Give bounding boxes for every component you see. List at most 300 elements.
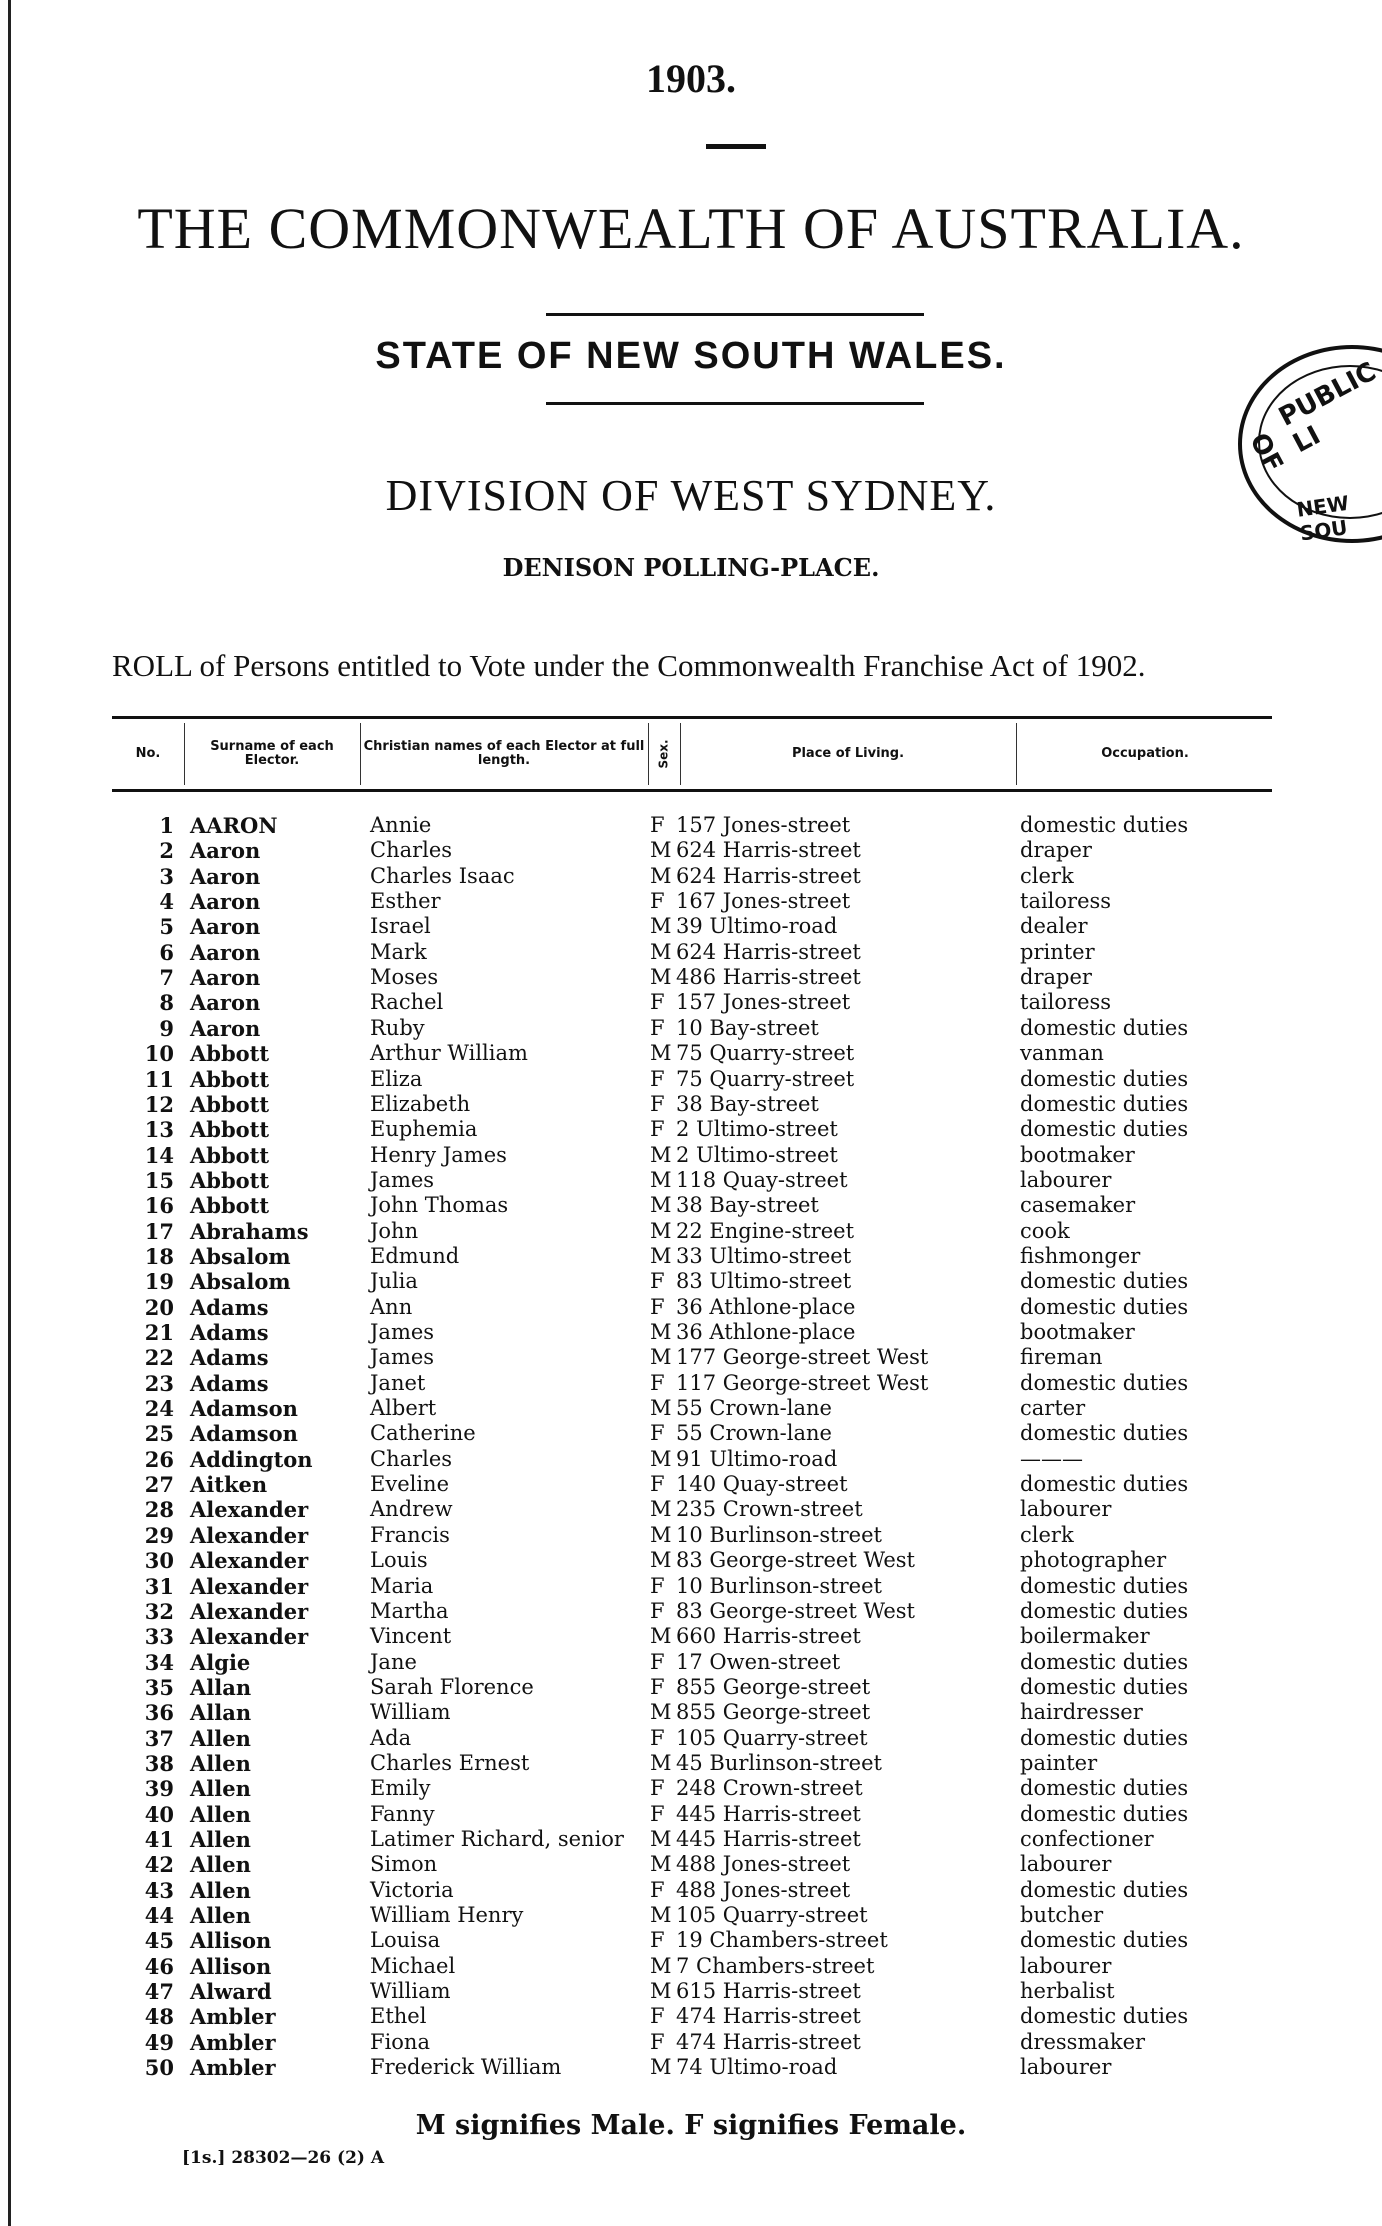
christian-names-cell: Louisa bbox=[370, 1928, 441, 1953]
table-row bbox=[0, 1143, 1382, 1168]
christian-names-cell: Charles bbox=[370, 838, 453, 863]
place-of-living-cell: 83 Ultimo-street bbox=[676, 1269, 852, 1294]
place-of-living-cell: 74 Ultimo-road bbox=[676, 2055, 838, 2080]
roll-heading: ROLL of Persons entitled to Vote under the Commonwealth Franchise Act of 1902. bbox=[112, 648, 1146, 683]
table-row bbox=[0, 2055, 1382, 2080]
place-of-living-cell: 445 Harris-street bbox=[676, 1801, 861, 1826]
row-number: 18 bbox=[144, 1243, 174, 1269]
sex-cell: M bbox=[650, 939, 672, 964]
occupation-cell: domestic duties bbox=[1020, 1117, 1189, 1142]
christian-names-cell: James bbox=[370, 1320, 435, 1344]
surname-cell: Alexander bbox=[190, 1598, 309, 1624]
header-christian-names: Christian names of each Elector at full length. bbox=[363, 739, 645, 768]
table-row bbox=[0, 1193, 1382, 1218]
place-of-living-cell: 855 George-street bbox=[676, 1700, 871, 1725]
occupation-cell: dealer bbox=[1020, 914, 1088, 939]
table-header bbox=[112, 716, 1272, 792]
place-of-living-cell: 235 Crown-street bbox=[676, 1497, 863, 1522]
table-row bbox=[0, 1396, 1382, 1421]
table-row bbox=[0, 1016, 1382, 1041]
place-of-living-cell: 2 Ultimo-street bbox=[676, 1142, 838, 1167]
occupation-cell: printer bbox=[1020, 939, 1095, 964]
table-row bbox=[0, 1548, 1382, 1573]
header-separator bbox=[648, 723, 649, 785]
row-number: 10 bbox=[144, 1041, 174, 1067]
sex-cell: F bbox=[650, 1421, 665, 1446]
christian-names-cell: Moses bbox=[370, 965, 439, 990]
sex-cell: M bbox=[650, 1827, 672, 1851]
place-of-living-cell: 474 Harris-street bbox=[676, 2004, 861, 2029]
sex-cell: M bbox=[650, 1243, 672, 1268]
sex-cell: F bbox=[650, 990, 665, 1015]
table-row bbox=[0, 1954, 1382, 1979]
row-number: 47 bbox=[144, 1979, 174, 2005]
place-of-living-cell: 624 Harris-street bbox=[676, 838, 861, 863]
christian-names-cell: Fiona bbox=[370, 2029, 430, 2054]
sex-cell: M bbox=[650, 863, 672, 888]
table-row bbox=[0, 2004, 1382, 2029]
stamp-text-bottom: NEW SOU bbox=[1295, 490, 1351, 546]
header-occupation: Occupation. bbox=[1101, 746, 1189, 761]
place-of-living-cell: 39 Ultimo-road bbox=[676, 914, 838, 939]
table-row bbox=[0, 2030, 1382, 2055]
surname-cell: Allen bbox=[190, 1750, 251, 1776]
table-row bbox=[0, 914, 1382, 939]
table-row bbox=[0, 940, 1382, 965]
row-number: 6 bbox=[159, 939, 174, 965]
row-number: 19 bbox=[144, 1269, 174, 1295]
christian-names-cell: Latimer Richard, senior bbox=[370, 1827, 624, 1851]
row-number: 50 bbox=[144, 2055, 174, 2081]
surname-cell: Abbott bbox=[190, 1193, 270, 1219]
row-number: 17 bbox=[144, 1218, 174, 1244]
year-heading: 1903. bbox=[646, 56, 736, 101]
christian-names-cell: Jane bbox=[370, 1649, 417, 1674]
occupation-cell: domestic duties bbox=[1020, 1674, 1189, 1699]
sex-cell: M bbox=[650, 1750, 672, 1775]
occupation-cell: draper bbox=[1020, 838, 1092, 863]
occupation-cell: fireman bbox=[1020, 1345, 1103, 1370]
christian-names-cell: Annie bbox=[370, 813, 432, 837]
row-number: 49 bbox=[144, 2029, 174, 2055]
sex-cell: M bbox=[650, 1218, 672, 1243]
occupation-cell: domestic duties bbox=[1020, 1649, 1189, 1674]
sex-cell: M bbox=[650, 1041, 672, 1066]
place-of-living-cell: 55 Crown-lane bbox=[676, 1421, 832, 1446]
header-no: No. bbox=[135, 746, 161, 761]
row-number: 14 bbox=[144, 1142, 174, 1168]
table-row bbox=[0, 965, 1382, 990]
christian-names-cell: Charles Ernest bbox=[370, 1750, 530, 1775]
sex-cell: F bbox=[650, 2029, 665, 2054]
sex-cell: M bbox=[650, 1979, 672, 2004]
table-row bbox=[0, 1269, 1382, 1294]
table-row bbox=[0, 1878, 1382, 1903]
row-number: 21 bbox=[144, 1320, 174, 1345]
sex-cell: F bbox=[650, 1269, 665, 1294]
table-row bbox=[0, 1421, 1382, 1446]
occupation-cell: casemaker bbox=[1020, 1193, 1136, 1218]
christian-names-cell: Vincent bbox=[370, 1624, 452, 1649]
row-number: 35 bbox=[144, 1674, 174, 1700]
place-of-living-cell: 7 Chambers-street bbox=[676, 1953, 875, 1978]
table-row bbox=[0, 1295, 1382, 1320]
surname-cell: Adams bbox=[190, 1320, 269, 1345]
christian-names-cell: Esther bbox=[370, 889, 441, 914]
row-number: 9 bbox=[159, 1015, 174, 1041]
row-number: 29 bbox=[144, 1522, 174, 1548]
occupation-cell: tailoress bbox=[1020, 889, 1112, 914]
row-number: 4 bbox=[159, 889, 174, 915]
surname-cell: Allan bbox=[190, 1674, 252, 1700]
sex-legend: M signifies Male. F signifies Female. bbox=[415, 2110, 967, 2141]
sex-cell: M bbox=[650, 1193, 672, 1218]
sex-cell: F bbox=[650, 889, 665, 914]
row-number: 42 bbox=[144, 1852, 174, 1878]
christian-names-cell: Maria bbox=[370, 1573, 434, 1598]
table-row bbox=[0, 1574, 1382, 1599]
table-row bbox=[0, 1599, 1382, 1624]
row-number: 24 bbox=[144, 1396, 174, 1422]
sex-cell: F bbox=[650, 1598, 665, 1623]
header-sex bbox=[650, 719, 678, 789]
surname-cell: Allen bbox=[190, 1827, 251, 1852]
table-row bbox=[0, 1852, 1382, 1877]
surname-cell: Alexander bbox=[190, 1573, 309, 1599]
table-row bbox=[0, 1345, 1382, 1370]
occupation-cell: labourer bbox=[1020, 1497, 1112, 1522]
surname-cell: Alexander bbox=[190, 1497, 309, 1523]
row-number: 46 bbox=[144, 1953, 174, 1979]
occupation-cell: dressmaker bbox=[1020, 2029, 1146, 2054]
surname-cell: Abbott bbox=[190, 1066, 270, 1092]
christian-names-cell: Arthur William bbox=[370, 1041, 528, 1066]
christian-names-cell: Eveline bbox=[370, 1472, 450, 1497]
row-number: 25 bbox=[144, 1421, 174, 1447]
sex-cell: F bbox=[650, 1091, 665, 1116]
christian-names-cell: Albert bbox=[370, 1396, 437, 1421]
place-of-living-cell: 248 Crown-street bbox=[676, 1776, 863, 1801]
christian-names-cell: Elizabeth bbox=[370, 1091, 471, 1116]
occupation-cell: draper bbox=[1020, 965, 1092, 990]
row-number: 11 bbox=[144, 1066, 174, 1092]
sex-cell: F bbox=[650, 1801, 665, 1826]
occupation-cell: domestic duties bbox=[1020, 1472, 1189, 1497]
occupation-cell: clerk bbox=[1020, 863, 1074, 888]
occupation-cell: domestic duties bbox=[1020, 2004, 1189, 2029]
place-of-living-cell: 117 George-street West bbox=[676, 1370, 929, 1395]
table-row bbox=[0, 1675, 1382, 1700]
surname-cell: Alexander bbox=[190, 1624, 309, 1650]
christian-names-cell: Catherine bbox=[370, 1421, 476, 1446]
table-row bbox=[0, 1903, 1382, 1928]
occupation-cell: domestic duties bbox=[1020, 1066, 1189, 1091]
state-heading: STATE OF NEW SOUTH WALES. bbox=[375, 335, 1007, 377]
occupation-cell: painter bbox=[1020, 1750, 1098, 1775]
sex-cell: M bbox=[650, 1345, 672, 1370]
occupation-cell: domestic duties bbox=[1020, 1269, 1189, 1294]
christian-names-cell: Mark bbox=[370, 939, 427, 964]
sex-cell: F bbox=[650, 1573, 665, 1598]
print-reference: [1s.] 28302—26 (2) A bbox=[182, 2148, 385, 2168]
place-of-living-cell: 10 Burlinson-street bbox=[676, 1522, 882, 1547]
occupation-cell: domestic duties bbox=[1020, 1725, 1189, 1750]
occupation-cell: cook bbox=[1020, 1218, 1070, 1243]
sex-cell: F bbox=[650, 1015, 665, 1040]
place-of-living-cell: 75 Quarry-street bbox=[676, 1066, 855, 1091]
sex-cell: M bbox=[650, 1953, 672, 1978]
christian-names-cell: Ann bbox=[370, 1294, 413, 1319]
place-of-living-cell: 157 Jones-street bbox=[676, 990, 851, 1015]
row-number: 8 bbox=[159, 990, 174, 1016]
surname-cell: Abbott bbox=[190, 1167, 270, 1193]
sex-cell: M bbox=[650, 1142, 672, 1167]
header-separator bbox=[360, 723, 361, 785]
surname-cell: Allison bbox=[190, 1953, 272, 1979]
place-of-living-cell: 36 Athlone-place bbox=[676, 1320, 856, 1344]
christian-names-cell: Martha bbox=[370, 1598, 449, 1623]
place-of-living-cell: 33 Ultimo-street bbox=[676, 1243, 852, 1268]
table-row bbox=[0, 1219, 1382, 1244]
row-number: 43 bbox=[144, 1877, 174, 1903]
row-number: 30 bbox=[144, 1548, 174, 1574]
surname-cell: Aaron bbox=[190, 863, 261, 889]
stamp-text-top: PUBLIC LI bbox=[1274, 356, 1382, 460]
sex-cell: M bbox=[650, 1852, 672, 1877]
table-row bbox=[0, 1320, 1382, 1345]
row-number: 1 bbox=[159, 813, 174, 838]
place-of-living-cell: 38 Bay-street bbox=[676, 1091, 819, 1116]
row-number: 23 bbox=[144, 1370, 174, 1396]
header-sex-label: Sex. bbox=[657, 739, 671, 769]
sex-cell: F bbox=[650, 1725, 665, 1750]
state-rule-bottom bbox=[546, 402, 924, 405]
surname-cell: Allen bbox=[190, 1877, 251, 1903]
occupation-cell: hairdresser bbox=[1020, 1700, 1143, 1725]
place-of-living-cell: 488 Jones-street bbox=[676, 1877, 851, 1902]
surname-cell: Abbott bbox=[190, 1041, 270, 1067]
christian-names-cell: Henry James bbox=[370, 1142, 507, 1167]
place-of-living-cell: 474 Harris-street bbox=[676, 2029, 861, 2054]
occupation-cell: labourer bbox=[1020, 1167, 1112, 1192]
place-of-living-cell: 22 Engine-street bbox=[676, 1218, 855, 1243]
surname-cell: Abbott bbox=[190, 1142, 270, 1168]
row-number: 5 bbox=[159, 914, 174, 940]
sex-cell: F bbox=[650, 1472, 665, 1497]
sex-cell: M bbox=[650, 1396, 672, 1421]
table-row bbox=[0, 1802, 1382, 1827]
surname-cell: Adamson bbox=[190, 1396, 298, 1422]
row-number: 2 bbox=[159, 838, 174, 864]
christian-names-cell: Eliza bbox=[370, 1066, 423, 1091]
sex-cell: M bbox=[650, 965, 672, 990]
christian-names-cell: Janet bbox=[370, 1370, 426, 1395]
year-divider bbox=[706, 144, 766, 149]
surname-cell: Adamson bbox=[190, 1421, 298, 1447]
surname-cell: Ambler bbox=[190, 2055, 276, 2081]
table-row bbox=[0, 1244, 1382, 1269]
sex-cell: F bbox=[650, 813, 665, 837]
row-number: 22 bbox=[144, 1345, 174, 1371]
christian-names-cell: Israel bbox=[370, 914, 431, 939]
row-number: 44 bbox=[144, 1903, 174, 1929]
place-of-living-cell: 855 George-street bbox=[676, 1674, 871, 1699]
christian-names-cell: William bbox=[370, 1700, 451, 1725]
surname-cell: Ambler bbox=[190, 2029, 276, 2055]
christian-names-cell: Francis bbox=[370, 1522, 450, 1547]
place-of-living-cell: 83 George-street West bbox=[676, 1598, 915, 1623]
table-row bbox=[0, 1472, 1382, 1497]
sex-cell: M bbox=[650, 1624, 672, 1649]
table-row bbox=[0, 1624, 1382, 1649]
surname-cell: Adams bbox=[190, 1370, 269, 1396]
sex-cell: F bbox=[650, 1928, 665, 1953]
christian-names-cell: Michael bbox=[370, 1953, 456, 1978]
sex-cell: F bbox=[650, 1066, 665, 1091]
occupation-cell: clerk bbox=[1020, 1522, 1074, 1547]
state-rule-top bbox=[546, 313, 924, 316]
sex-cell: M bbox=[650, 1700, 672, 1725]
occupation-cell: herbalist bbox=[1020, 1979, 1115, 2004]
occupation-cell: vanman bbox=[1020, 1041, 1104, 1066]
surname-cell: Abbott bbox=[190, 1117, 270, 1143]
table-row bbox=[0, 1092, 1382, 1117]
sex-cell: M bbox=[650, 1320, 672, 1344]
row-number: 26 bbox=[144, 1446, 174, 1472]
sex-cell: F bbox=[650, 1370, 665, 1395]
row-number: 15 bbox=[144, 1167, 174, 1193]
christian-names-cell: Sarah Florence bbox=[370, 1674, 534, 1699]
occupation-cell: domestic duties bbox=[1020, 813, 1189, 837]
place-of-living-cell: 36 Athlone-place bbox=[676, 1294, 856, 1319]
place-of-living-cell: 624 Harris-street bbox=[676, 863, 861, 888]
place-of-living-cell: 17 Owen-street bbox=[676, 1649, 841, 1674]
surname-cell: Absalom bbox=[190, 1269, 291, 1295]
christian-names-cell: James bbox=[370, 1345, 435, 1370]
christian-names-cell: Charles Isaac bbox=[370, 863, 515, 888]
surname-cell: Aaron bbox=[190, 939, 261, 965]
sex-cell: M bbox=[650, 914, 672, 939]
table-row bbox=[0, 1168, 1382, 1193]
surname-cell: Algie bbox=[190, 1649, 251, 1675]
surname-cell: Aaron bbox=[190, 838, 261, 864]
place-of-living-cell: 118 Quay-street bbox=[676, 1167, 848, 1192]
row-number: 41 bbox=[144, 1827, 174, 1852]
sex-cell: M bbox=[650, 1548, 672, 1573]
sex-cell: M bbox=[650, 1167, 672, 1192]
table-row bbox=[0, 1067, 1382, 1092]
surname-cell: Alexander bbox=[190, 1522, 309, 1548]
place-of-living-cell: 177 George-street West bbox=[676, 1345, 929, 1370]
christian-names-cell: Edmund bbox=[370, 1243, 460, 1268]
stamp-text-left: OF bbox=[1243, 428, 1289, 478]
place-of-living-cell: 488 Jones-street bbox=[676, 1852, 851, 1877]
surname-cell: Abrahams bbox=[190, 1218, 309, 1244]
table-row bbox=[0, 1447, 1382, 1472]
christian-names-cell: Emily bbox=[370, 1776, 431, 1801]
row-number: 33 bbox=[144, 1624, 174, 1650]
row-number: 38 bbox=[144, 1750, 174, 1776]
surname-cell: Allen bbox=[190, 1776, 251, 1802]
table-row bbox=[0, 1726, 1382, 1751]
header-separator bbox=[184, 723, 185, 785]
place-of-living-cell: 624 Harris-street bbox=[676, 939, 861, 964]
sex-cell: M bbox=[650, 1497, 672, 1522]
header-place: Place of Living. bbox=[791, 746, 905, 761]
occupation-cell: domestic duties bbox=[1020, 1370, 1189, 1395]
surname-cell: Aaron bbox=[190, 1015, 261, 1041]
christian-names-cell: Ethel bbox=[370, 2004, 427, 2029]
christian-names-cell: William Henry bbox=[370, 1903, 524, 1928]
place-of-living-cell: 75 Quarry-street bbox=[676, 1041, 855, 1066]
surname-cell: Aaron bbox=[190, 914, 261, 940]
occupation-cell: tailoress bbox=[1020, 990, 1112, 1015]
table-row bbox=[0, 1041, 1382, 1066]
occupation-cell: confectioner bbox=[1020, 1827, 1154, 1851]
sex-cell: F bbox=[650, 1674, 665, 1699]
place-of-living-cell: 105 Quarry-street bbox=[676, 1903, 868, 1928]
occupation-cell: labourer bbox=[1020, 2055, 1112, 2080]
christian-names-cell: Frederick William bbox=[370, 2055, 562, 2080]
sex-cell: M bbox=[650, 2055, 672, 2080]
sex-cell: M bbox=[650, 1903, 672, 1928]
occupation-cell: domestic duties bbox=[1020, 1928, 1189, 1953]
occupation-cell: photographer bbox=[1020, 1548, 1167, 1573]
surname-cell: Absalom bbox=[190, 1243, 291, 1269]
row-number: 16 bbox=[144, 1193, 174, 1219]
row-number: 39 bbox=[144, 1776, 174, 1802]
surname-cell: Allen bbox=[190, 1903, 251, 1929]
sex-cell: F bbox=[650, 1117, 665, 1142]
occupation-cell: domestic duties bbox=[1020, 1015, 1189, 1040]
table-row bbox=[0, 1979, 1382, 2004]
place-of-living-cell: 19 Chambers-street bbox=[676, 1928, 888, 1953]
row-number: 32 bbox=[144, 1598, 174, 1624]
occupation-cell: bootmaker bbox=[1020, 1142, 1135, 1167]
christian-names-cell: Euphemia bbox=[370, 1117, 478, 1142]
table-row bbox=[0, 1650, 1382, 1675]
place-of-living-cell: 55 Crown-lane bbox=[676, 1396, 832, 1421]
sex-cell: F bbox=[650, 1649, 665, 1674]
occupation-cell: labourer bbox=[1020, 1852, 1112, 1877]
sex-cell: F bbox=[650, 1776, 665, 1801]
occupation-cell: domestic duties bbox=[1020, 1877, 1189, 1902]
place-of-living-cell: 10 Burlinson-street bbox=[676, 1573, 882, 1598]
row-number: 36 bbox=[144, 1700, 174, 1726]
sex-cell: F bbox=[650, 1877, 665, 1902]
header-surname: Surname of each Elector. bbox=[210, 739, 334, 768]
place-of-living-cell: 10 Bay-street bbox=[676, 1015, 819, 1040]
surname-cell: Allan bbox=[190, 1700, 252, 1726]
place-of-living-cell: 167 Jones-street bbox=[676, 889, 851, 914]
surname-cell: Aaron bbox=[190, 990, 261, 1016]
occupation-cell: fishmonger bbox=[1020, 1243, 1141, 1268]
row-number: 31 bbox=[144, 1573, 174, 1599]
surname-cell: Aitken bbox=[190, 1472, 268, 1498]
christian-names-cell: Fanny bbox=[370, 1801, 435, 1826]
christian-names-cell: Charles bbox=[370, 1446, 453, 1471]
table-row bbox=[0, 1371, 1382, 1396]
christian-names-cell: Rachel bbox=[370, 990, 444, 1015]
table-row bbox=[0, 1497, 1382, 1522]
place-of-living-cell: 45 Burlinson-street bbox=[676, 1750, 882, 1775]
row-number: 12 bbox=[144, 1091, 174, 1117]
occupation-cell: domestic duties bbox=[1020, 1091, 1189, 1116]
place-of-living-cell: 660 Harris-street bbox=[676, 1624, 861, 1649]
occupation-cell: domestic duties bbox=[1020, 1598, 1189, 1623]
table-row bbox=[0, 864, 1382, 889]
sex-cell: M bbox=[650, 838, 672, 863]
